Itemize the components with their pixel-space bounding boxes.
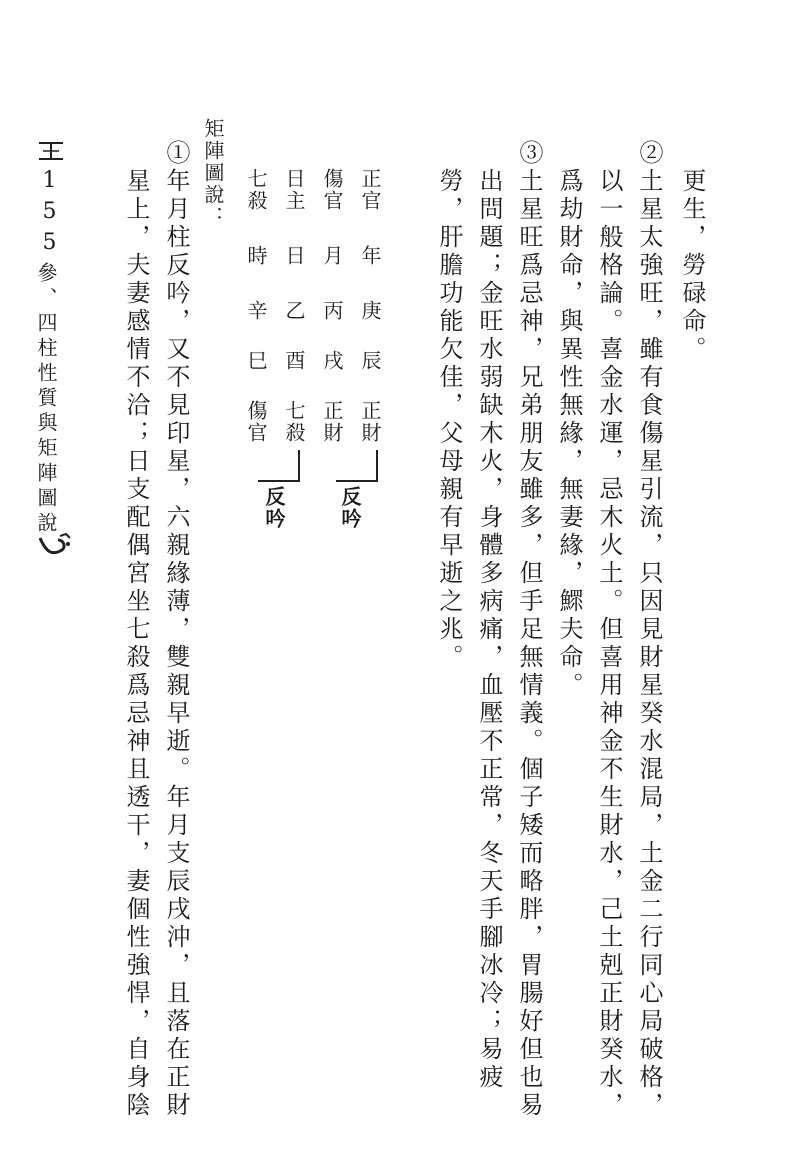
fanyin-bracket bbox=[258, 450, 300, 482]
pillar-name: 時 bbox=[244, 245, 268, 267]
pillar-name: 日 bbox=[282, 245, 306, 267]
fanyin-label: 反吟 bbox=[338, 486, 362, 530]
section-title: 矩陣圖說： bbox=[201, 118, 225, 228]
pillar-shishen: 日主 bbox=[282, 168, 306, 212]
pillar-stem: 丙 bbox=[320, 300, 344, 322]
ornament-icon bbox=[36, 140, 66, 162]
fanyin-bracket bbox=[336, 450, 378, 482]
pillar-name: 月 bbox=[320, 245, 344, 267]
pillar-shishen: 正官 bbox=[358, 168, 382, 212]
fanyin-label: 反吟 bbox=[262, 486, 286, 530]
pillar-stem: 乙 bbox=[282, 300, 306, 322]
text-line-4: 爲劫財命，與異性無緣，無妻緣，鰥夫命。 bbox=[555, 168, 583, 700]
text-line-1: 更生，勞碌命。 bbox=[678, 168, 706, 364]
text-line-7: 勞，肝膽功能欠佳，父母親有早逝之兆。 bbox=[435, 168, 463, 672]
text-line-6: 出問題；金旺水弱缺木火，身體多病痛，血壓不正常，冬天手腳冰冷；易疲 bbox=[475, 168, 503, 1092]
pillar-branch-god: 傷官 bbox=[244, 400, 268, 444]
pillar-branch-god: 正財 bbox=[358, 400, 382, 444]
pillar-branch-god: 七殺 bbox=[282, 400, 306, 444]
decorative-brush-icon bbox=[36, 530, 74, 560]
pillar-shishen: 七殺 bbox=[244, 168, 268, 212]
text-line-r2: ①年月柱反吟，又不見印星，六親緣薄，雙親早逝。年月支辰戌沖，且落在正財 bbox=[162, 140, 190, 1120]
pillar-name: 年 bbox=[358, 245, 382, 267]
text-line-5: ③土星旺爲忌神，兄弟朋友雖多，但手足無情義。個子矮而略胖，胃腸好但也易 bbox=[515, 140, 543, 1120]
pillar-shishen: 傷官 bbox=[320, 168, 344, 212]
pillar-branch-god: 正財 bbox=[320, 400, 344, 444]
chapter-title: 參、四柱性質與矩陣圖說 bbox=[34, 262, 58, 537]
pillar-branch: 酉 bbox=[282, 350, 306, 372]
pillar-branch: 辰 bbox=[358, 350, 382, 372]
text-line-3: 以一般格論。喜金水運，忌木火土。但喜用神金不生財水，己土剋正財癸水， bbox=[595, 168, 623, 1120]
text-line-2: ②土星太強旺，雖有食傷星引流，只因見財星癸水混局，土金二行同心局破格， bbox=[635, 140, 663, 1120]
pillar-branch: 戌 bbox=[320, 350, 344, 372]
pillar-stem: 庚 bbox=[358, 300, 382, 322]
page-number: 155 bbox=[37, 168, 62, 261]
pillar-stem: 辛 bbox=[244, 300, 268, 322]
text-line-r3: 星上，夫妻感情不洽；日支配偶宮坐七殺爲忌神且透干，妻個性強悍，自身陰 bbox=[122, 168, 150, 1120]
pillar-branch: 巳 bbox=[244, 350, 268, 372]
